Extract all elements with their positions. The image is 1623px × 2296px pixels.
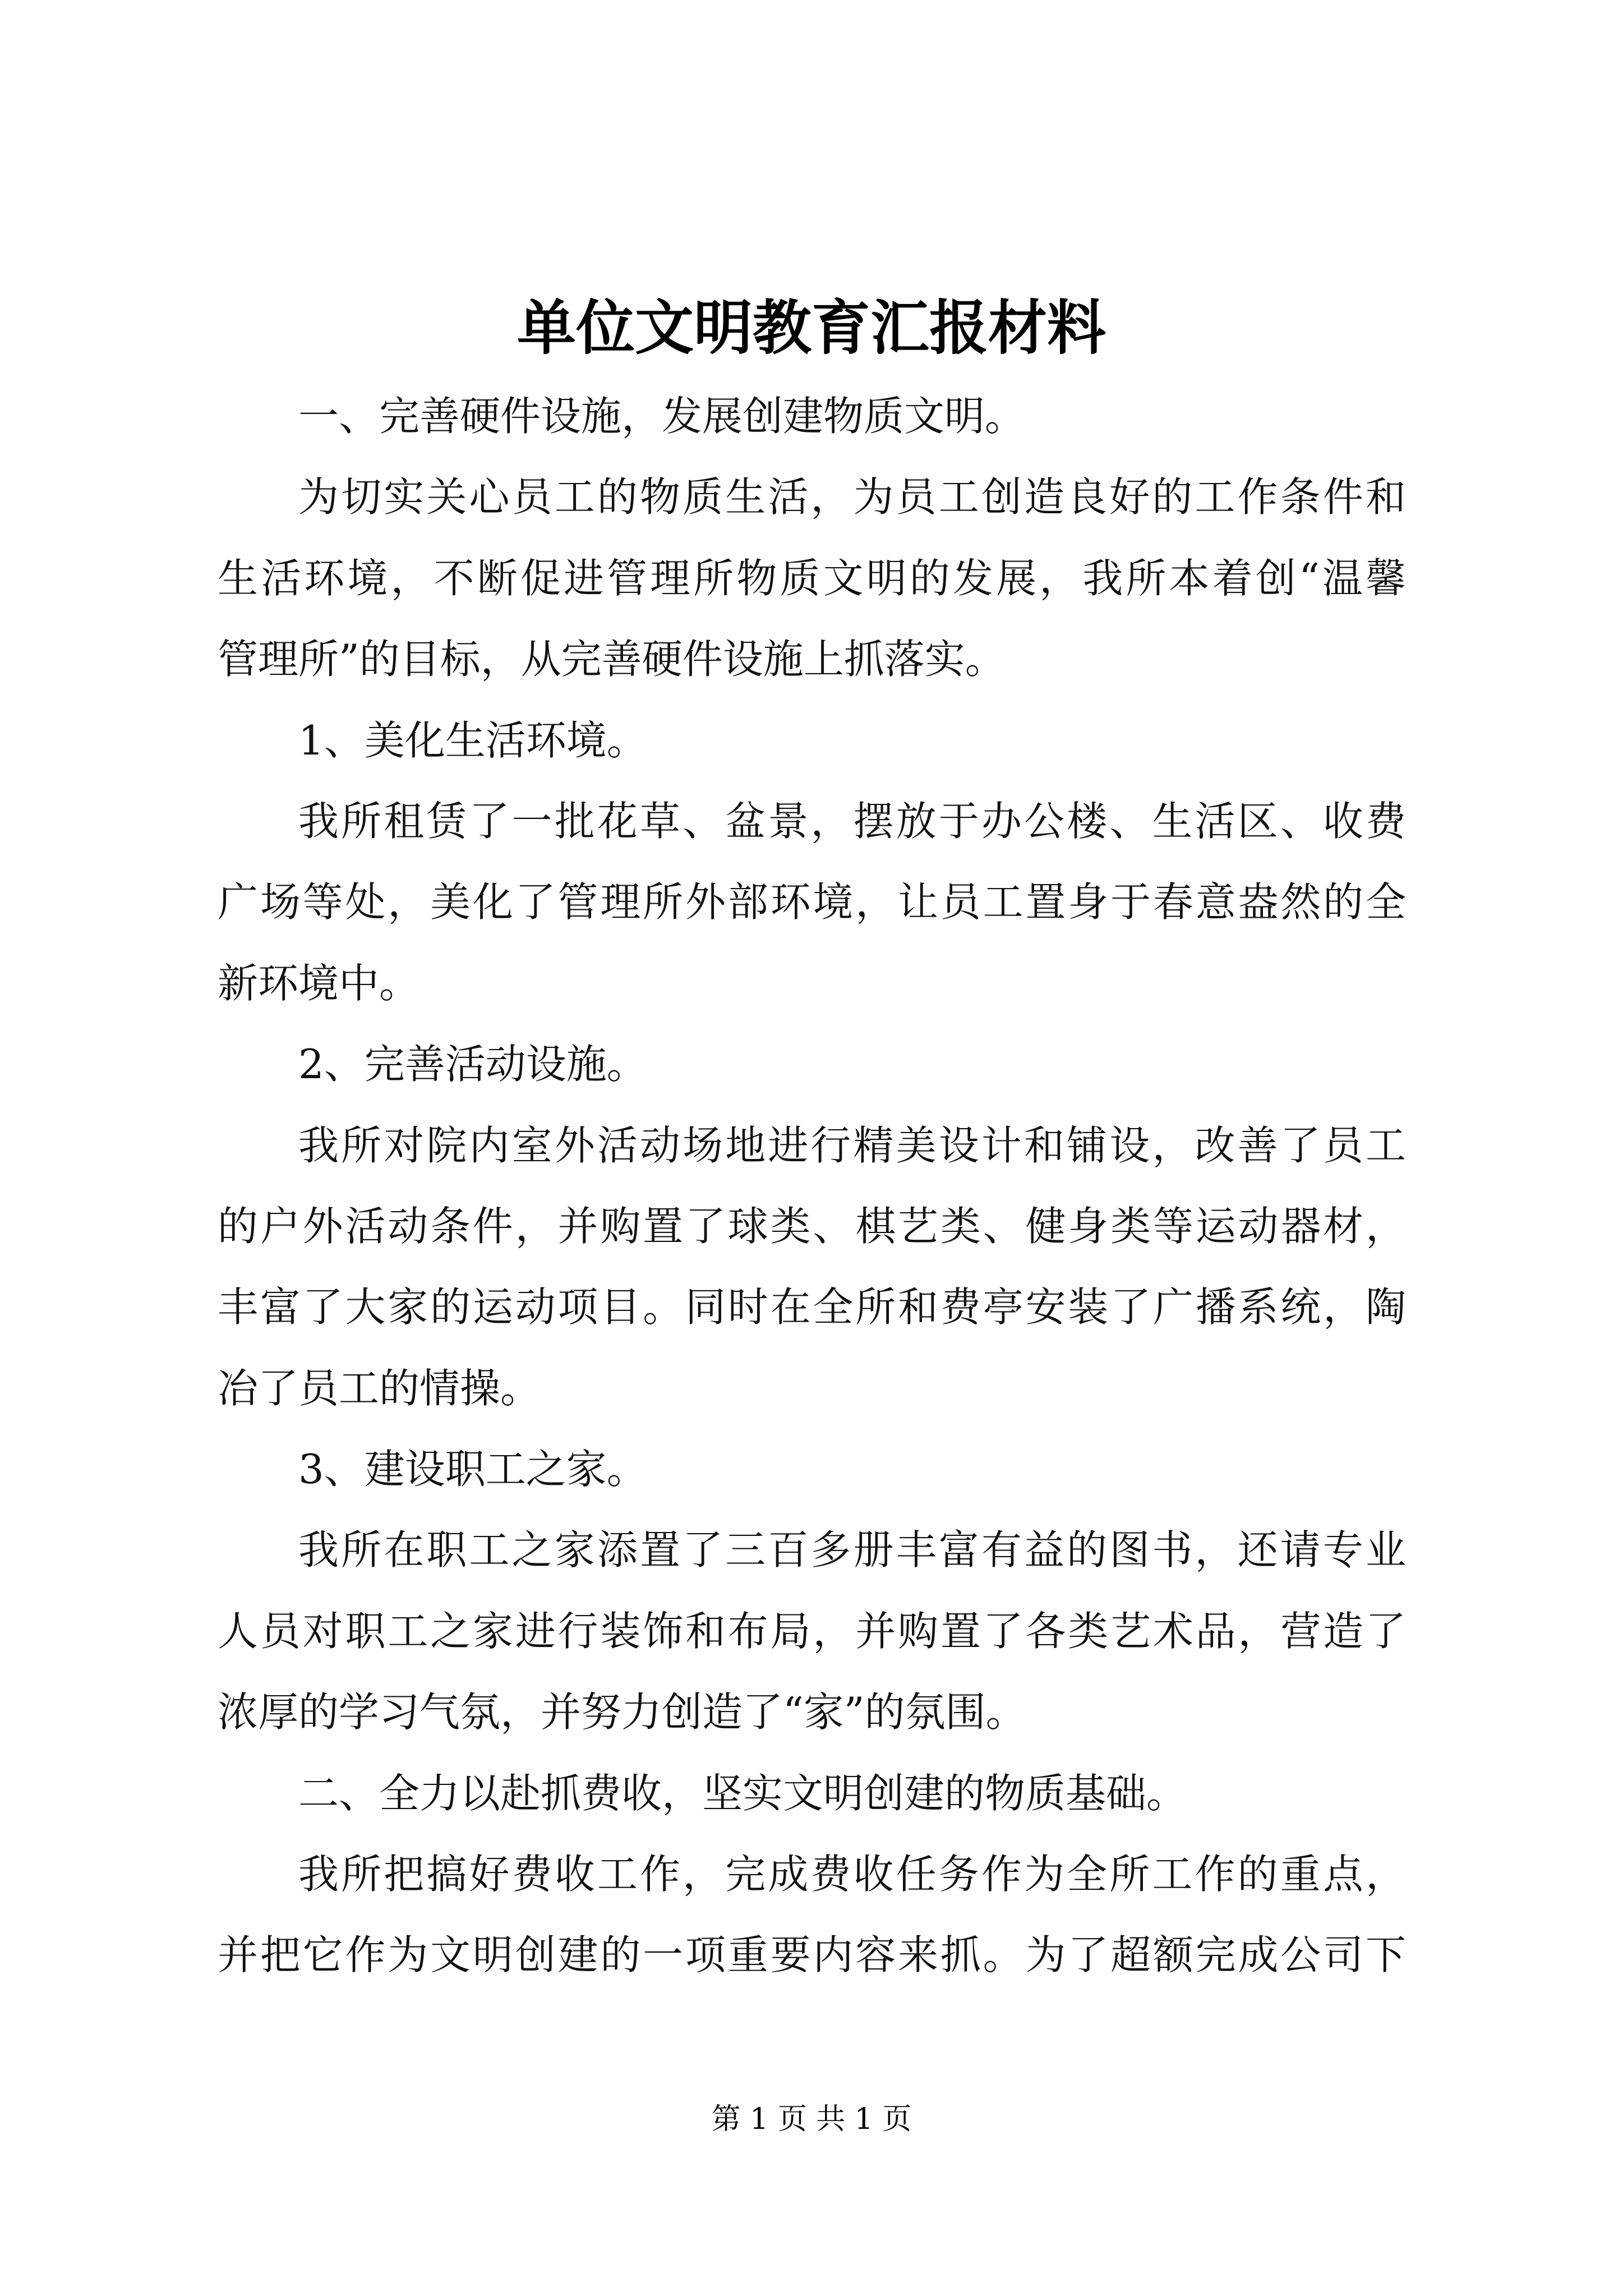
paragraph	[218, 1510, 1406, 1752]
section-heading	[218, 1753, 1406, 1834]
text-line: 为切实关心员工的物质生活，为员工创造良好的工作条件和	[298, 473, 1406, 521]
paragraph	[218, 781, 1406, 1024]
text-line: 丰富了大家的运动项目。同时在全所和费亭安装了广播系统，陶	[218, 1283, 1406, 1331]
text-line: 管理所”的目标，从完善硬件设施上抓落实。	[218, 636, 1006, 683]
text-line: 一、完善硬件设施，发展创建物质文明。	[298, 393, 1026, 440]
text-line: 2、完善活动设施。	[298, 1041, 647, 1088]
text-line: 我所对院内室外活动场地进行精美设计和铺设，改善了员工	[298, 1121, 1406, 1169]
text-line: 冶了员工的情操。	[218, 1364, 541, 1412]
document-body	[218, 376, 1406, 1996]
paragraph	[218, 457, 1406, 700]
text-line: 我所把搞好费收工作，完成费收任务作为全所工作的重点，	[298, 1851, 1406, 1898]
text-line: 浓厚的学习气氛，并努力创造了“家”的氛围。	[218, 1688, 1026, 1736]
subsection-heading	[218, 1429, 1406, 1510]
page-number-footer: 第 1 页 共 1 页	[711, 2102, 912, 2136]
section-heading	[218, 376, 1406, 457]
subsection-heading	[218, 1024, 1406, 1105]
text-line: 1、美化生活环境。	[298, 716, 647, 764]
paragraph	[218, 1834, 1406, 1996]
text-line: 我所在职工之家添置了三百多册丰富有益的图书，还请专业	[298, 1526, 1406, 1574]
document-title: 单位文明教育汇报材料	[517, 293, 1106, 362]
text-line: 并把它作为文明创建的一项重要内容来抓。为了超额完成公司下	[218, 1931, 1406, 1979]
text-line: 人员对职工之家进行装饰和布局，并购置了各类艺术品，营造了	[218, 1607, 1406, 1655]
text-line: 二、全力以赴抓费收，坚实文明创建的物质基础。	[298, 1769, 1187, 1817]
text-line: 生活环境，不断促进管理所物质文明的发展，我所本着创“温馨	[218, 554, 1406, 602]
text-line: 新环境中。	[218, 959, 420, 1007]
text-line: 我所租赁了一批花草、盆景，摆放于办公楼、生活区、收费	[298, 797, 1406, 845]
paragraph	[218, 1105, 1406, 1429]
text-line: 广场等处，美化了管理所外部环境，让员工置身于春意盎然的全	[218, 878, 1406, 926]
subsection-heading	[218, 700, 1406, 781]
text-line: 的户外活动条件，并购置了球类、棋艺类、健身类等运动器材，	[218, 1202, 1406, 1250]
text-line: 3、建设职工之家。	[298, 1446, 647, 1493]
